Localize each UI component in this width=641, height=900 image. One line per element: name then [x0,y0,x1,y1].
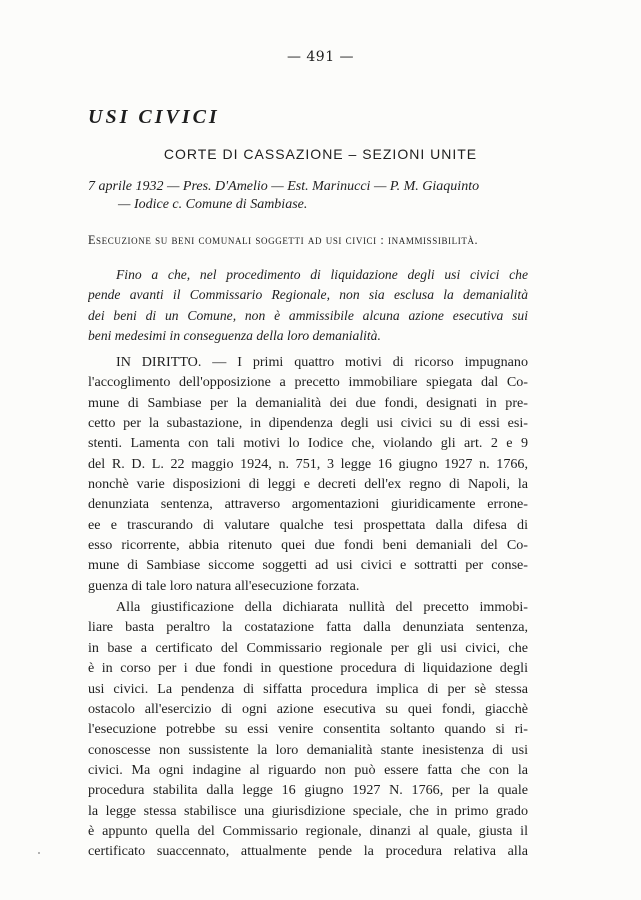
decision-meta-line-2: — Iodice c. Comune di Sambiase. [118,197,308,212]
body-line: del R. D. L. 22 maggio 1924, n. 751, 3 legge 16 giugno 1927 n. 1766, [88,455,528,472]
body-line: esso ricorrente, abbia ritenuto quei due fondi beni demaniali del Co- [88,537,528,554]
section-title: USI CIVICI [88,106,220,128]
body-line: Alla giustificazione della dichiarata nullità del precetto immobi- [116,599,528,616]
maxim-line: dei beni di un Comune, non è ammissibile alcuna azione esecutiva sui [88,307,528,323]
body-line: civici. Ma ogni indagine al riguardo non può essere fatta che con la [88,761,528,778]
body-line: nonchè varie disposizioni di leggi e decreti dell'ex regno di Napoli, la [88,476,528,493]
body-line: guenza di tale loro natura all'esecuzione forzata. [88,577,360,594]
maxim-paragraph [88,265,528,346]
body-line: mune di Sambiase per la demanialità dei due fondi, designati in pre- [88,394,528,411]
body-line: l'accoglimento dell'opposizione a precetto immobiliare spiegata dal Co- [88,374,528,391]
body-line: ee e trascurando di valutare qualche tesi prospettata dalla difesa di [88,516,528,533]
body-line: l'esecuzione potrebbe su essi venire consentita soltanto quando si ri- [88,721,528,738]
body-line: usi civici. La pendenza di siffatta procedura implica di per sè stessa [88,680,528,697]
scan-speck [38,852,40,854]
maxim-line: Fino a che, nel procedimento di liquidazione degli usi civici che [116,267,528,282]
page-number: — 491 — [286,49,355,65]
maxim-line: pende avanti il Commissario Regionale, non sia esclusa la demanialità [88,287,528,303]
subject-text: Esecuzione su beni comunali soggetti ad usi civici : inammissibilità. [88,233,479,247]
body-line: certificato suaccennato, attualmente pende la procedura relativa alla [88,843,528,860]
body-line: ostacolo all'esercizio di ogni azione esecutiva su quei fondi, giacchè [88,700,528,717]
body-line: cetto per la subastazione, in dipendenza degli usi civici su di essi esi- [88,415,528,432]
body-line: è appunto quella del Commissario regionale, dinanzi al quale, giusta il [88,822,528,839]
maxim-line: beni medesimi in conseguenza della loro demanialità. [88,327,381,343]
body-line: mune di Sambiase siccome soggetti ad usi civici e sottratti per conse- [88,557,528,574]
body-line: stenti. Lamenta con tali motivi lo Iodice che, violando gli art. 2 e 9 [88,435,528,452]
body-line: la legge stessa stabilisce una giurisdizione speciale, che in primo grado [88,802,528,819]
body-line: liare basta peraltro la costatazione fatta dalla denunziata sentenza, [88,619,528,636]
body-line: procedura stabilita dalla legge 16 giugno 1927 N. 1766, per la quale [88,782,528,799]
body-line: conoscesse non sussistente la loro demanialità stante inesistenza di usi [88,741,528,758]
body-text [88,352,528,862]
subject-heading [88,233,528,248]
decision-meta-line-1: 7 aprile 1932 — Pres. D'Amelio — Est. Marinucci — P. M. Giaquinto [88,179,480,194]
body-line: in base a certificato del Commissario regionale per gli usi civici, che [88,639,528,656]
body-line: è in corso per i due fondi in questione procedura di liquidazione degli [88,660,528,677]
body-line: IN DIRITTO. — I primi quattro motivi di ricorso impugnano [116,354,528,370]
court-heading: CORTE DI CASSAZIONE – SEZIONI UNITE [163,146,478,162]
body-line: denunziata sentenza, attraverso argomentazioni giuridicamente errone- [88,496,528,513]
